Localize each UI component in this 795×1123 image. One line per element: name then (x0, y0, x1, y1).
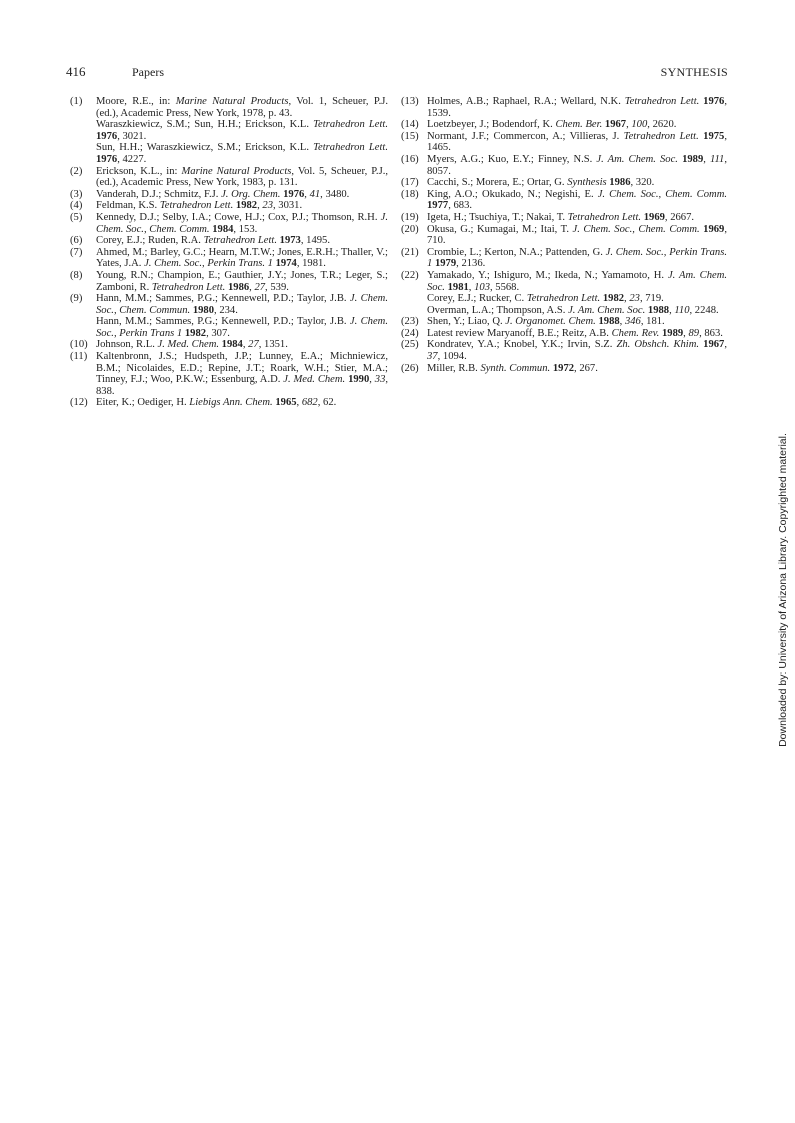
reference-item (401, 339, 727, 362)
reference-text: Yamakado, Y.; Ishiguro, M.; Ikeda, N.; Yamamoto, H. J. Am. Chem. Soc. 1981, 103, 5568. Corey, E.J.; Rucker, C. Tetrahedron Lett. 1982, 23, 719. Overman, L.A.; Thompson, A.S. J. Am. Chem. Soc. 1988, 110, 2248. (427, 269, 727, 316)
reference-number: (15) (401, 130, 419, 142)
reference-text: Johnson, R.L. J. Med. Chem. 1984, 27, 1351. (96, 339, 288, 351)
reference-text: Vanderah, D.J.; Schmitz, F.J. J. Org. Chem. 1976, 41, 3480. (96, 188, 350, 200)
reference-text: Hann, M.M.; Sammes, P.G.; Kennewell, P.D.; Taylor, J.B. J. Chem. Soc., Chem. Commun. 1980, 234. Hann, M.M.; Sammes, P.G.; Kennewell, P.D.; Taylor, J.B. J. Chem. Soc., Perkin Trans 1 1982, 307. (96, 293, 388, 339)
reference-text: Shen, Y.; Liao, Q. J. Organomet. Chem. 1988, 346, 181. (427, 316, 665, 328)
reference-number: (17) (401, 177, 419, 189)
reference-item (70, 235, 388, 247)
reference-item (401, 119, 727, 131)
reference-text: Holmes, A.B.; Raphael, R.A.; Wellard, N.K. Tetrahedron Lett. 1976, 1539. (427, 96, 727, 119)
reference-number: (3) (70, 188, 83, 200)
reference-item (70, 293, 388, 339)
reference-item (401, 270, 727, 316)
reference-number: (14) (401, 119, 419, 131)
reference-text: Kaltenbronn, J.S.; Hudspeth, J.P.; Lunney, E.A.; Michniewicz, B.M.; Nicolaides, E.D.; Repine, J.T.; Roark, W.H.; Stier, M.A.; Tinney, F.J.; Woo, P.K.W.; Essenburg, A.D. J. Med. Chem. 1990, 33, 838. (96, 351, 389, 397)
reference-number: (24) (401, 327, 419, 339)
reference-number: (4) (70, 200, 83, 212)
reference-text: Eiter, K.; Oediger, H. Liebigs Ann. Chem. 1965, 682, 62. (96, 397, 337, 409)
reference-number: (1) (70, 96, 83, 107)
reference-number: (7) (70, 246, 83, 258)
reference-item (70, 397, 388, 409)
reference-text: Young, R.N.; Champion, E.; Gauthier, J.Y.; Jones, T.R.; Leger, S.; Zamboni, R. Tetrahedron Lett. 1986, 27, 539. (96, 269, 388, 293)
reference-text: Miller, R.B. Synth. Commun. 1972, 267. (427, 362, 598, 374)
reference-number: (20) (401, 223, 419, 235)
reference-number: (9) (70, 293, 83, 305)
download-watermark: Downloaded by: University of Arizona Library. Copyrighted material. (777, 433, 789, 747)
reference-item (70, 212, 388, 235)
reference-item (70, 247, 388, 270)
reference-item (401, 316, 727, 328)
reference-item (70, 351, 388, 397)
section-label: Papers (132, 65, 164, 79)
reference-text: Crombie, L.; Kerton, N.A.; Pattenden, G. J. Chem. Soc., Perkin Trans. 1 1979, 2136. (427, 246, 727, 270)
reference-text: Okusa, G.; Kumagai, M.; Itai, T. J. Chem. Soc., Chem. Comm. 1969, 710. (427, 223, 727, 247)
reference-text: Latest review Maryanoff, B.E.; Reitz, A.B. Chem. Rev. 1989, 89, 863. (427, 327, 723, 339)
reference-item (401, 189, 727, 212)
reference-item (401, 328, 727, 340)
reference-item (401, 96, 727, 119)
reference-number: (23) (401, 316, 419, 328)
reference-number: (26) (401, 362, 419, 374)
reference-text: Feldman, K.S. Tetrahedron Lett. 1982, 23, 3031. (96, 200, 303, 212)
reference-number: (8) (70, 269, 83, 281)
reference-item (401, 154, 727, 177)
reference-number: (21) (401, 246, 419, 258)
reference-number: (5) (70, 211, 83, 223)
reference-text: Normant, J.F.; Commercon, A.; Villieras, J. Tetrahedron Lett. 1975, 1465. (427, 130, 727, 154)
page-header (66, 64, 728, 80)
references-left-column (70, 96, 388, 409)
page-number: 416 (66, 64, 86, 79)
journal-name: SYNTHESIS (660, 65, 728, 79)
reference-item (401, 247, 727, 270)
reference-item (70, 96, 388, 166)
reference-item (70, 189, 388, 201)
reference-item (401, 212, 727, 224)
reference-number: (18) (401, 188, 419, 200)
reference-number: (2) (70, 165, 83, 177)
reference-text: Moore, R.E., in: Marine Natural Products, Vol. 1, Scheuer, P.J. (ed.), Academic Press, New York, 1978, p. 43. Waraszkiewicz, S.M.; Sun, H.H.; Erickson, K.L. Tetrahedron Lett. 1976, 3021. Sun, H.H.; Waraszkiewicz, S.M.; Erickson, K.L. Tetrahedron Lett. 1976, 4227. (96, 96, 388, 165)
reference-text: Ahmed, M.; Barley, G.C.; Hearn, M.T.W.; Jones, E.R.H.; Thaller, V.; Yates, J.A. J. Chem. Soc., Perkin Trans. 1 1974, 1981. (96, 246, 388, 270)
reference-text: Igeta, H.; Tsuchiya, T.; Nakai, T. Tetrahedron Lett. 1969, 2667. (427, 211, 695, 223)
references-right-column (401, 96, 727, 374)
reference-text: Myers, A.G.; Kuo, E.Y.; Finney, N.S. J. Am. Chem. Soc. 1989, 111, 8057. (427, 153, 727, 177)
reference-item (401, 224, 727, 247)
reference-text: Loetzbeyer, J.; Bodendorf, K. Chem. Ber. 1967, 100, 2620. (427, 119, 677, 131)
reference-text: Kondratev, Y.A.; Knobel, Y.K.; Irvin, S.Z. Zh. Obshch. Khim. 1967, 37, 1094. (427, 339, 727, 363)
reference-text: Erickson, K.L., in: Marine Natural Products, Vol. 5, Scheuer, P.J., (ed.), Academic Press, New York, 1983, p. 131. (96, 165, 388, 189)
reference-text: Cacchi, S.; Morera, E.; Ortar, G. Synthesis 1986, 320. (427, 177, 655, 189)
reference-number: (22) (401, 269, 419, 281)
reference-number: (13) (401, 96, 419, 107)
reference-number: (6) (70, 235, 83, 247)
reference-item (70, 339, 388, 351)
reference-text: Corey, E.J.; Ruden, R.A. Tetrahedron Lett. 1973, 1495. (96, 235, 330, 247)
reference-text: Kennedy, D.J.; Selby, I.A.; Cowe, H.J.; Cox, P.J.; Thomson, R.H. J. Chem. Soc., Chem. Comm. 1984, 153. (96, 211, 388, 235)
reference-number: (12) (70, 397, 88, 409)
reference-item (70, 166, 388, 189)
reference-item (401, 131, 727, 154)
reference-number: (16) (401, 153, 419, 165)
reference-number: (19) (401, 211, 419, 223)
reference-number: (11) (70, 351, 88, 363)
reference-number: (10) (70, 339, 88, 351)
reference-item (70, 200, 388, 212)
reference-item (401, 363, 727, 375)
reference-item (70, 270, 388, 293)
reference-number: (25) (401, 339, 419, 351)
reference-item (401, 177, 727, 189)
reference-text: King, A.O.; Okukado, N.; Negishi, E. J. Chem. Soc., Chem. Comm. 1977, 683. (427, 188, 727, 212)
